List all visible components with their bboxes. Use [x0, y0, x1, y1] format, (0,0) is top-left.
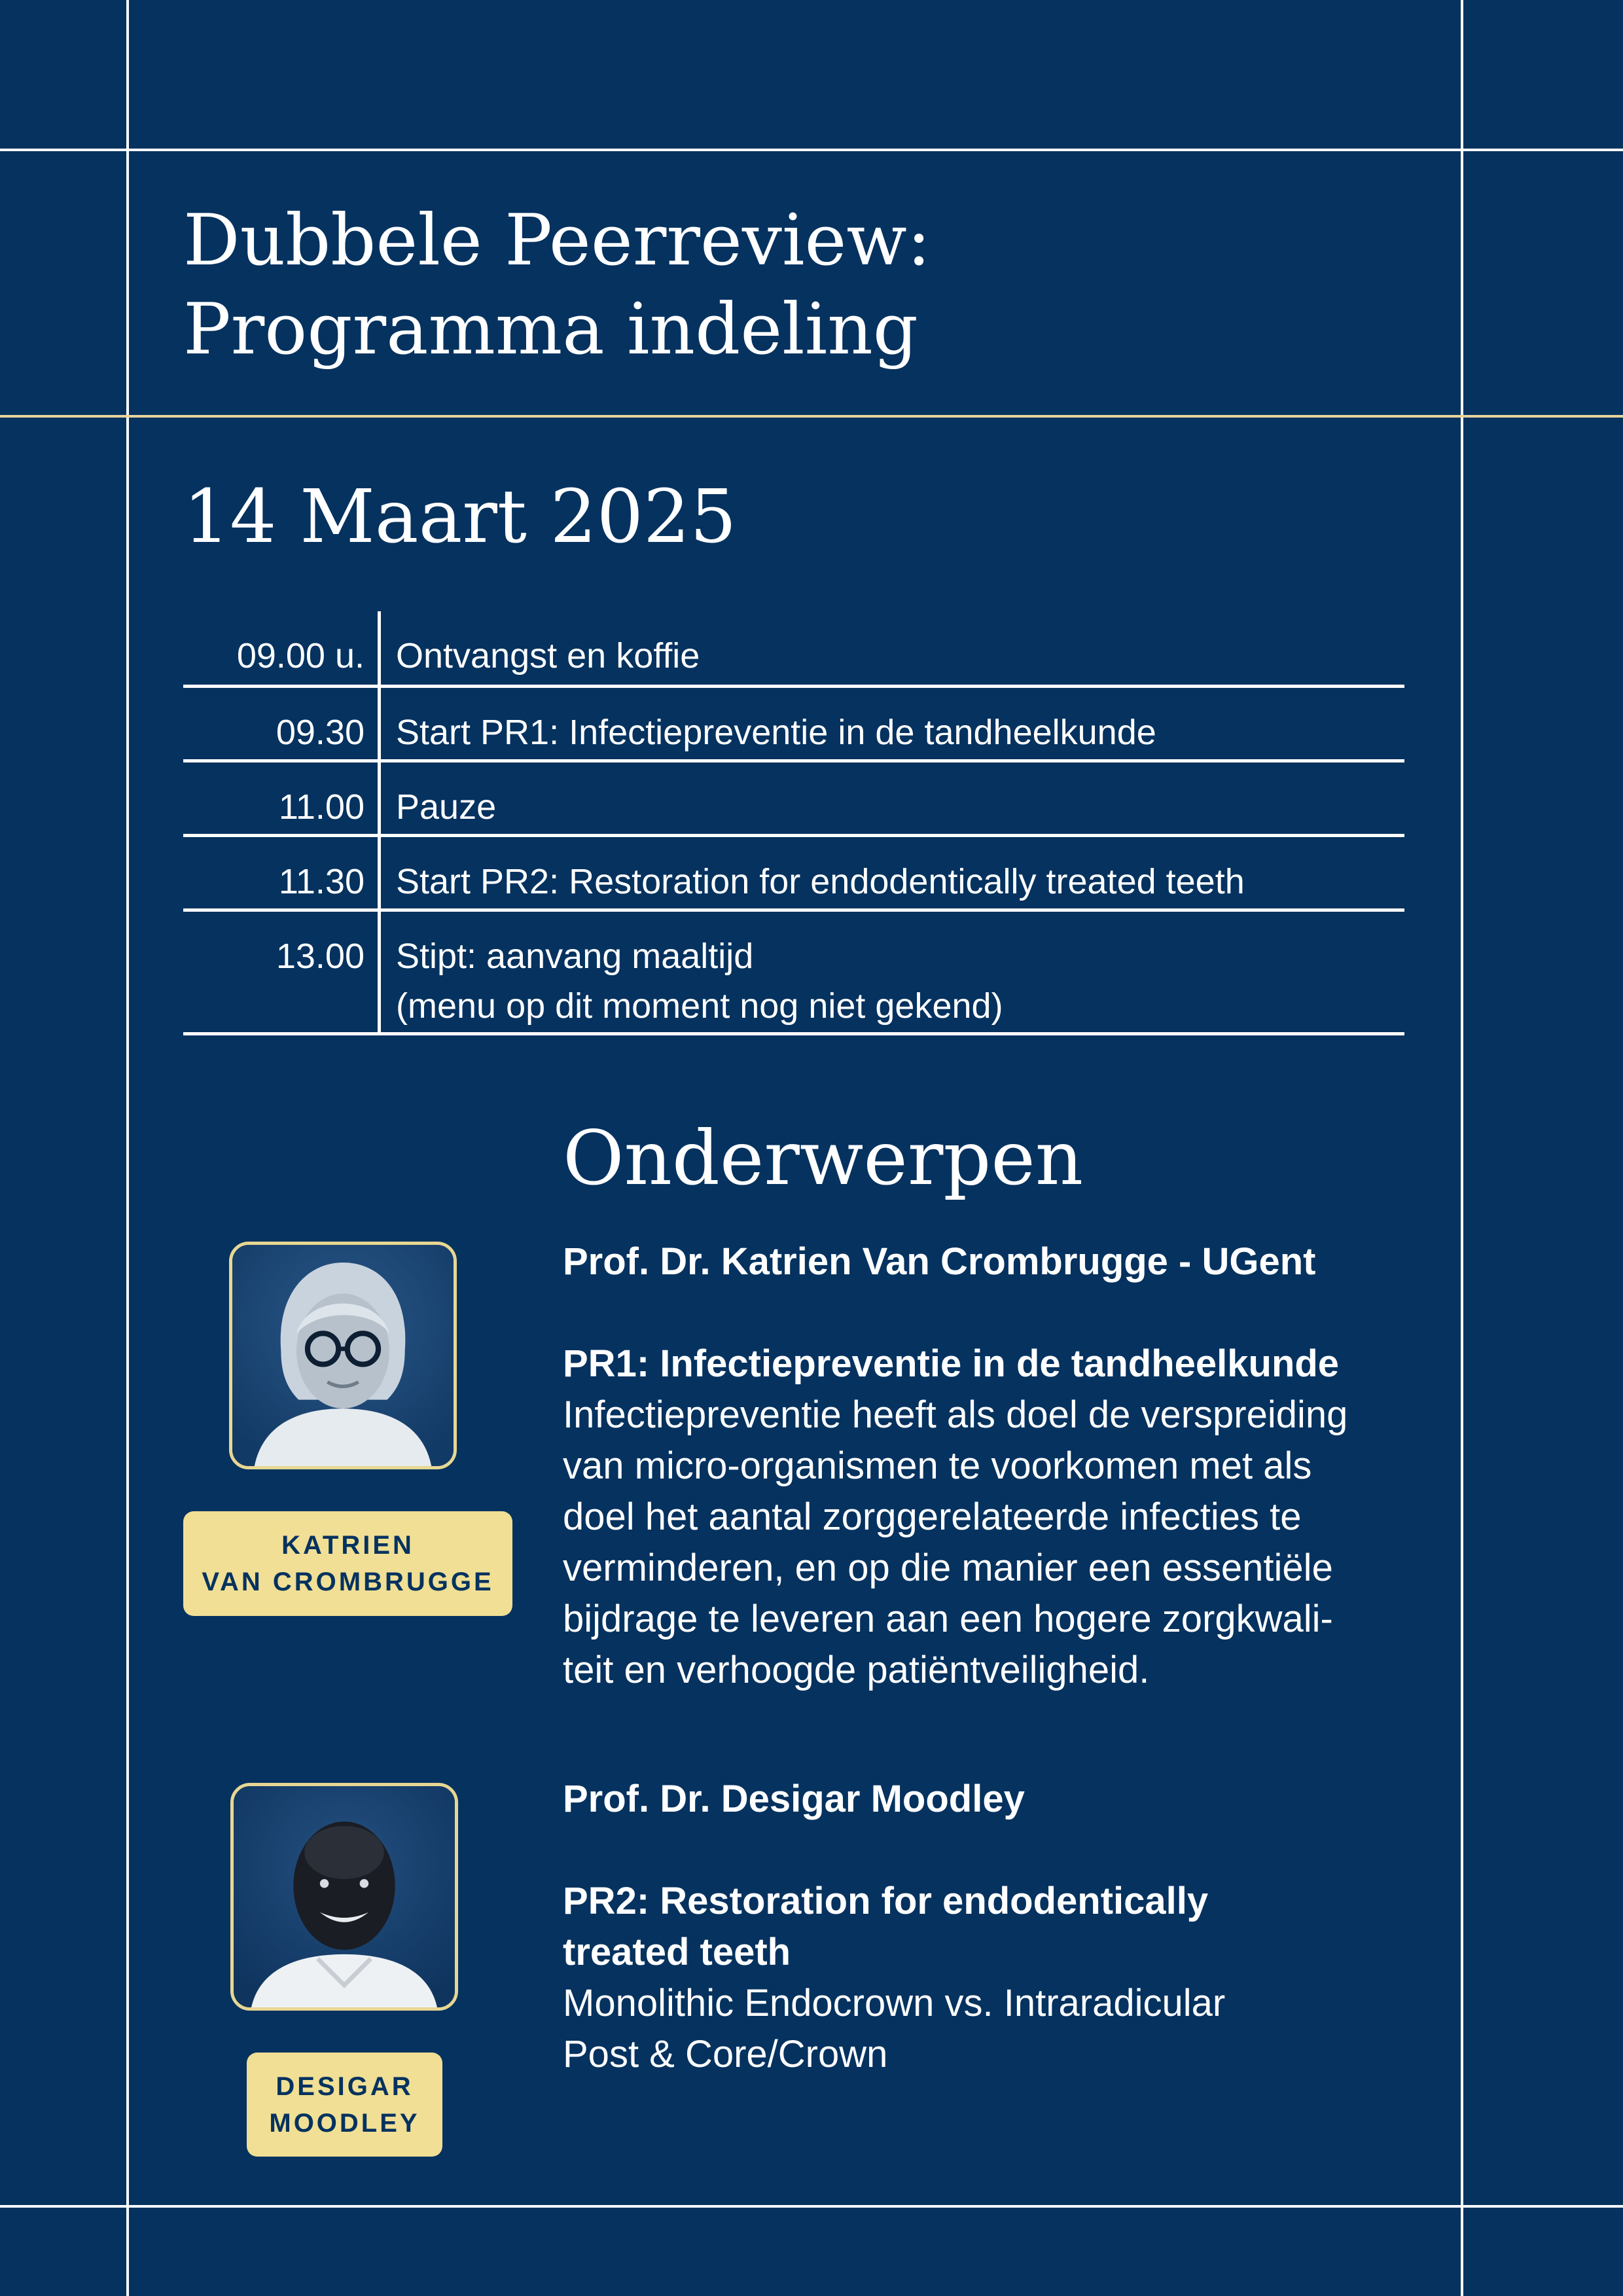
grid-line-top [0, 149, 1623, 151]
schedule-time: 09.00 u. [236, 636, 365, 675]
schedule-row [183, 611, 1404, 688]
schedule-desc: Start PR2: Restoration for endodentically treated teeth [396, 862, 1245, 901]
speaker-photo-moodley [230, 1783, 458, 2011]
grid-line-header-divider [0, 415, 1623, 418]
talk-description-line: doel het aantal zorggerelateerde infecties te [563, 1496, 1302, 1538]
talk-title-line-1: PR2: Restoration for endodentically [563, 1880, 1209, 1922]
talk-description-line: verminderen, en op die manier een essentiële [563, 1547, 1333, 1589]
talk-title: PR1: Infectiepreventie in de tandheelkunde [563, 1342, 1340, 1385]
talk-description-line: van micro-organismen te voorkomen met als [563, 1444, 1312, 1487]
speaker-badge-moodley [247, 2053, 442, 2157]
talk-description-line: teit en verhoogde patiëntveiligheid. [563, 1649, 1150, 1691]
speaker-badge-line-1: DESIGAR [276, 2072, 414, 2101]
schedule-desc-line-2: (menu op dit moment nog niet gekend) [396, 986, 1003, 1026]
talk-description-line: bijdrage te leveren aan een hogere zorgkwali- [563, 1598, 1333, 1640]
speaker-name: Prof. Dr. Desigar Moodley [563, 1778, 1025, 1820]
talk-description-line: Monolithic Endocrown vs. Intraradicular [563, 1982, 1226, 2024]
speaker-badge-van-crombrugge [183, 1511, 512, 1616]
grid-line-left [126, 0, 129, 2296]
topics-heading: Onderwerpen [563, 1115, 1084, 1202]
schedule-desc: Pauze [396, 787, 497, 827]
talk-description-line: Infectiepreventie heeft als doel de verspreiding [563, 1393, 1348, 1436]
talk-description-line: Post & Core/Crown [563, 2033, 888, 2075]
speaker-badge-line-1: KATRIEN [281, 1531, 414, 1560]
schedule-desc: Ontvangst en koffie [396, 636, 700, 675]
schedule-row [183, 762, 1404, 837]
schedule-desc: Start PR1: Infectiepreventie in de tandheelkunde [396, 713, 1156, 752]
talk-description [563, 1978, 1427, 2080]
schedule-desc [396, 931, 1003, 1031]
grid-line-right [1461, 0, 1463, 2296]
speaker-badge-line-2: VAN CROMBRUGGE [202, 1568, 494, 1596]
schedule-desc-line-1: Stipt: aanvang maaltijd [396, 937, 754, 976]
schedule-time: 13.00 [276, 937, 365, 976]
schedule-time: 09.30 [276, 713, 365, 752]
speaker-badge-line-2: MOODLEY [269, 2108, 420, 2138]
speaker-name: Prof. Dr. Katrien Van Crombrugge - UGent [563, 1240, 1316, 1283]
talk-description [563, 1390, 1427, 1696]
page-title-line-1: Dubbele Peerreview: [183, 200, 931, 281]
page-title-line-2: Programma indeling [183, 289, 918, 370]
page-title [183, 196, 1427, 374]
grid-line-bottom [0, 2205, 1623, 2208]
talk-title-line-2: treated teeth [563, 1931, 791, 1973]
speaker-photo-van-crombrugge [229, 1242, 457, 1469]
schedule-row [183, 912, 1404, 1035]
event-date: 14 Maart 2025 [183, 475, 737, 560]
talk-title [563, 1876, 1427, 1978]
schedule-row [183, 688, 1404, 762]
schedule-row [183, 837, 1404, 912]
schedule-time: 11.00 [278, 787, 365, 827]
schedule-time: 11.30 [278, 862, 365, 901]
